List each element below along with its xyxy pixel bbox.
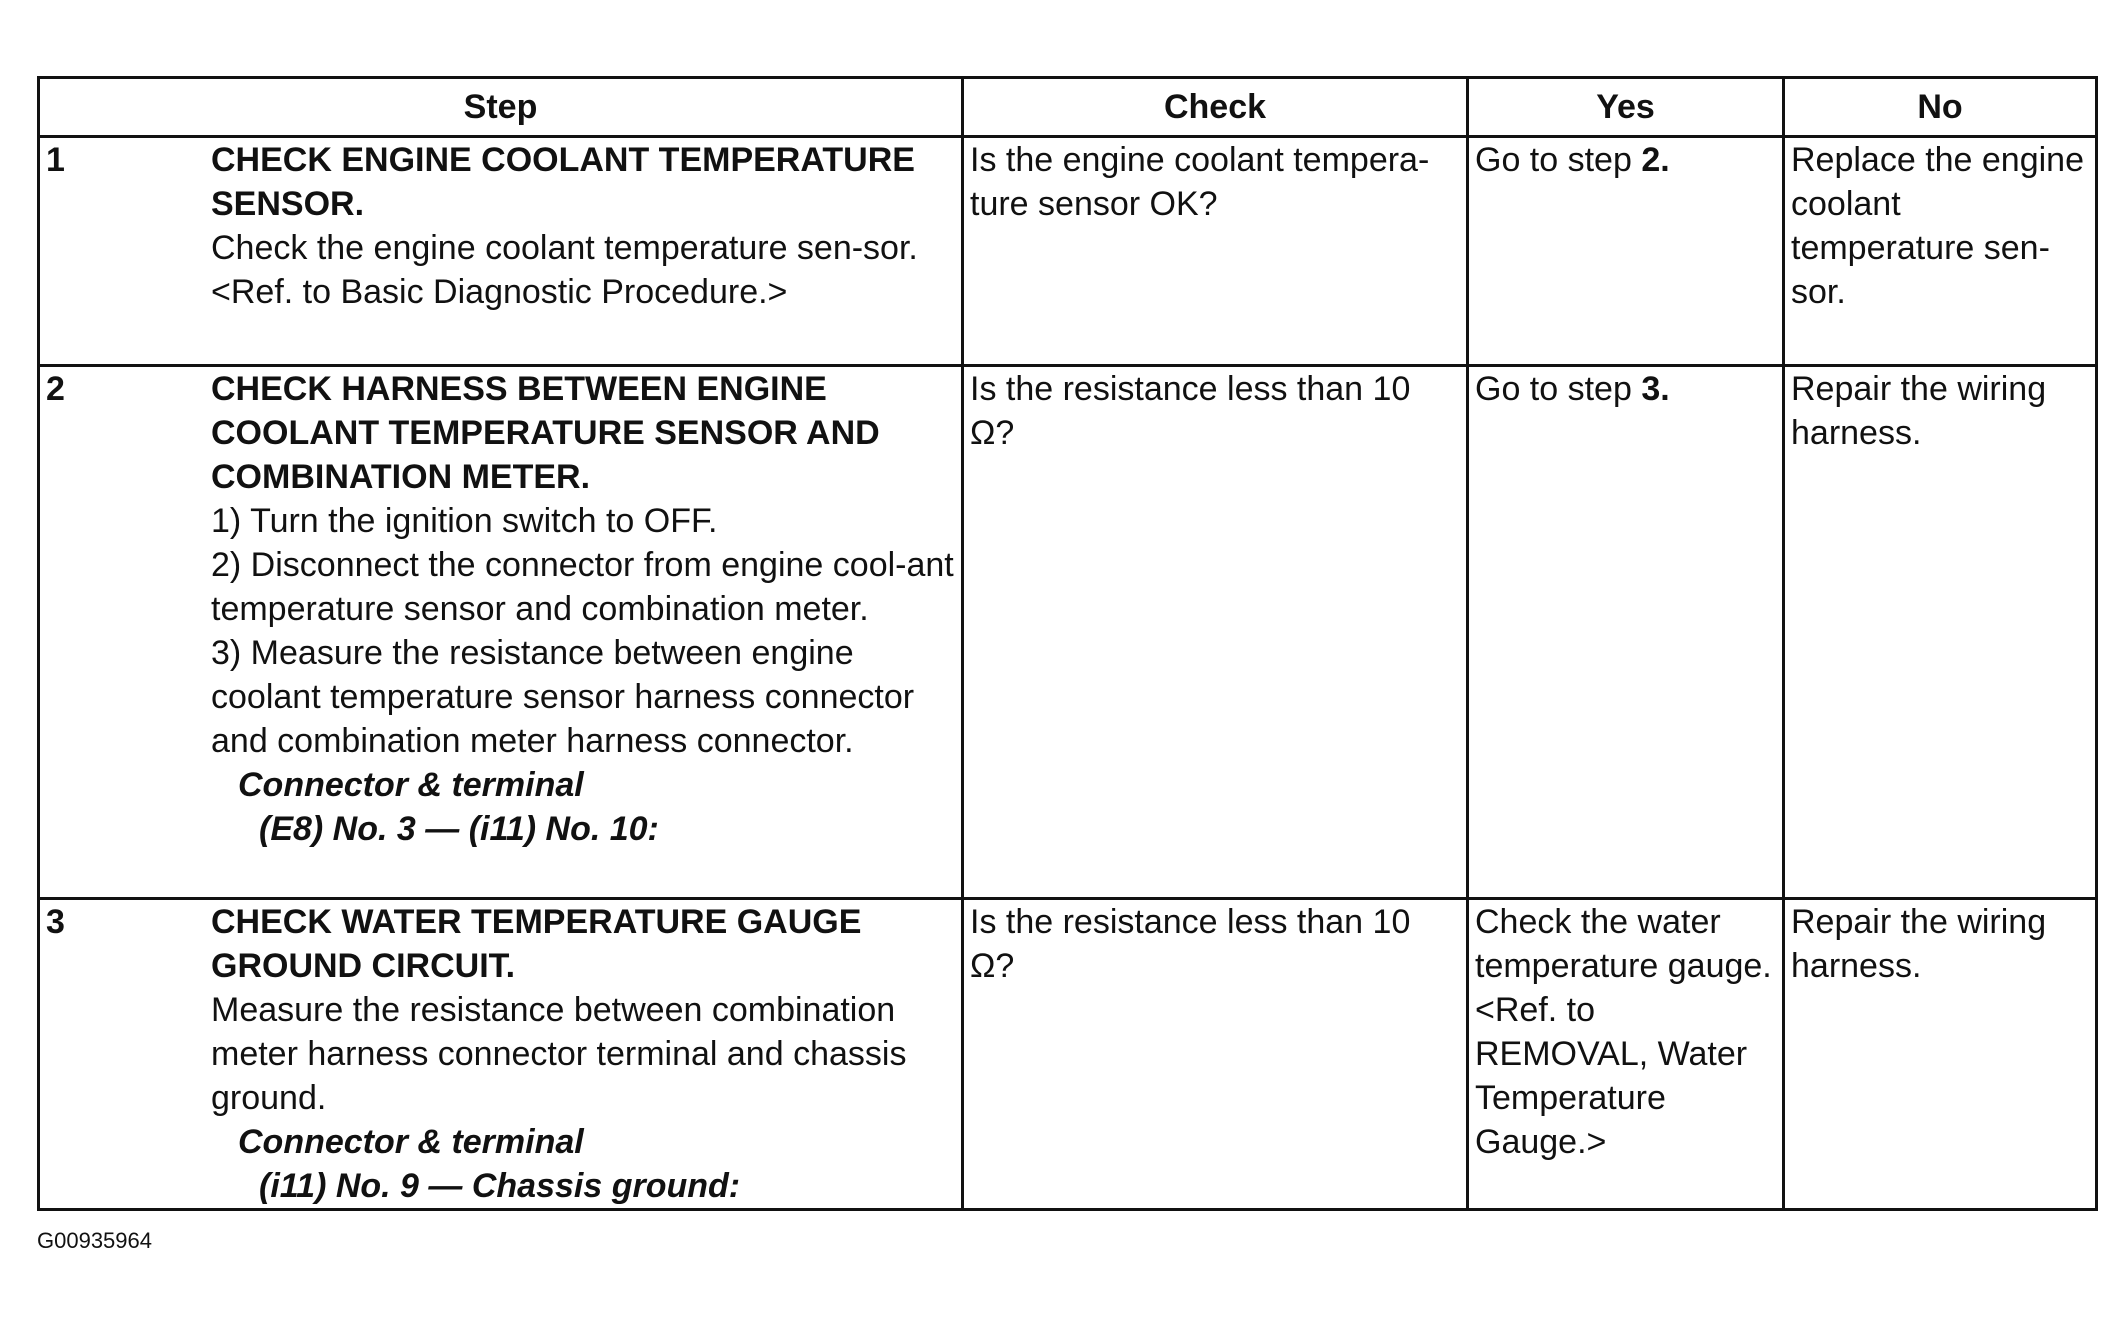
- yes-text: Go to step: [1475, 370, 1642, 408]
- step-number: 2: [46, 370, 65, 408]
- no-cell: Repair the wiring harness.: [1784, 366, 2097, 899]
- check-cell: Is the engine coolant tempera-ture sensor OK?: [963, 137, 1468, 366]
- table-row: [39, 899, 2097, 1210]
- table-header-row: [39, 78, 2097, 137]
- yes-text: Go to step: [1475, 141, 1642, 179]
- diagnostic-table: [37, 76, 2098, 1211]
- check-cell: Is the resistance less than 10 Ω?: [963, 899, 1468, 1210]
- table-row: [39, 137, 2097, 366]
- header-step: Step: [39, 78, 963, 137]
- yes-cell: [1468, 137, 1784, 366]
- step-title: CHECK ENGINE COOLANT TEMPERATURE SENSOR.: [211, 141, 915, 223]
- step-instruction: 1) Turn the ignition switch to OFF.: [211, 502, 718, 540]
- step-instruction: 3) Measure the resistance between engine coolant temperature sensor harness connector and combination meter harness connector.: [211, 634, 915, 760]
- step-cell: [39, 366, 963, 899]
- step-number: 1: [46, 141, 65, 179]
- step-instruction: Measure the resistance between combination meter harness connector terminal and chassis ground.: [211, 991, 907, 1117]
- check-cell: Is the resistance less than 10 Ω?: [963, 366, 1468, 899]
- yes-cell: [1468, 899, 1784, 1210]
- yes-step-ref: 2.: [1641, 141, 1670, 179]
- step-title: CHECK WATER TEMPERATURE GAUGE GROUND CIRCUIT.: [211, 903, 862, 985]
- yes-text: Check the water temperature gauge. <Ref. to REMOVAL, Water Temperature Gauge.>: [1475, 903, 1772, 1161]
- step-cell: [39, 899, 963, 1210]
- step-number: 3: [46, 903, 65, 941]
- no-cell: Repair the wiring harness.: [1784, 899, 2097, 1210]
- header-check: Check: [963, 78, 1468, 137]
- no-cell: Replace the engine coolant temperature sen-sor.: [1784, 137, 2097, 366]
- table-row: [39, 366, 2097, 899]
- figure-id: G00935964: [37, 1228, 152, 1253]
- step-cell: [39, 137, 963, 366]
- spec-value: (i11) No. 9 — Chassis ground:: [259, 1167, 741, 1205]
- header-yes: Yes: [1468, 78, 1784, 137]
- header-no: No: [1784, 78, 2097, 137]
- step-instruction: 2) Disconnect the connector from engine cool-ant temperature sensor and combination meter.: [211, 546, 954, 628]
- spec-label: Connector & terminal: [238, 1123, 584, 1161]
- step-instruction: Check the engine coolant temperature sen-sor. <Ref. to Basic Diagnostic Procedure.>: [211, 229, 918, 311]
- step-title: CHECK HARNESS BETWEEN ENGINE COOLANT TEMPERATURE SENSOR AND COMBINATION METER.: [211, 370, 880, 496]
- spec-value: (E8) No. 3 — (i11) No. 10:: [259, 810, 659, 848]
- yes-cell: [1468, 366, 1784, 899]
- yes-step-ref: 3.: [1641, 370, 1670, 408]
- spec-label: Connector & terminal: [238, 766, 584, 804]
